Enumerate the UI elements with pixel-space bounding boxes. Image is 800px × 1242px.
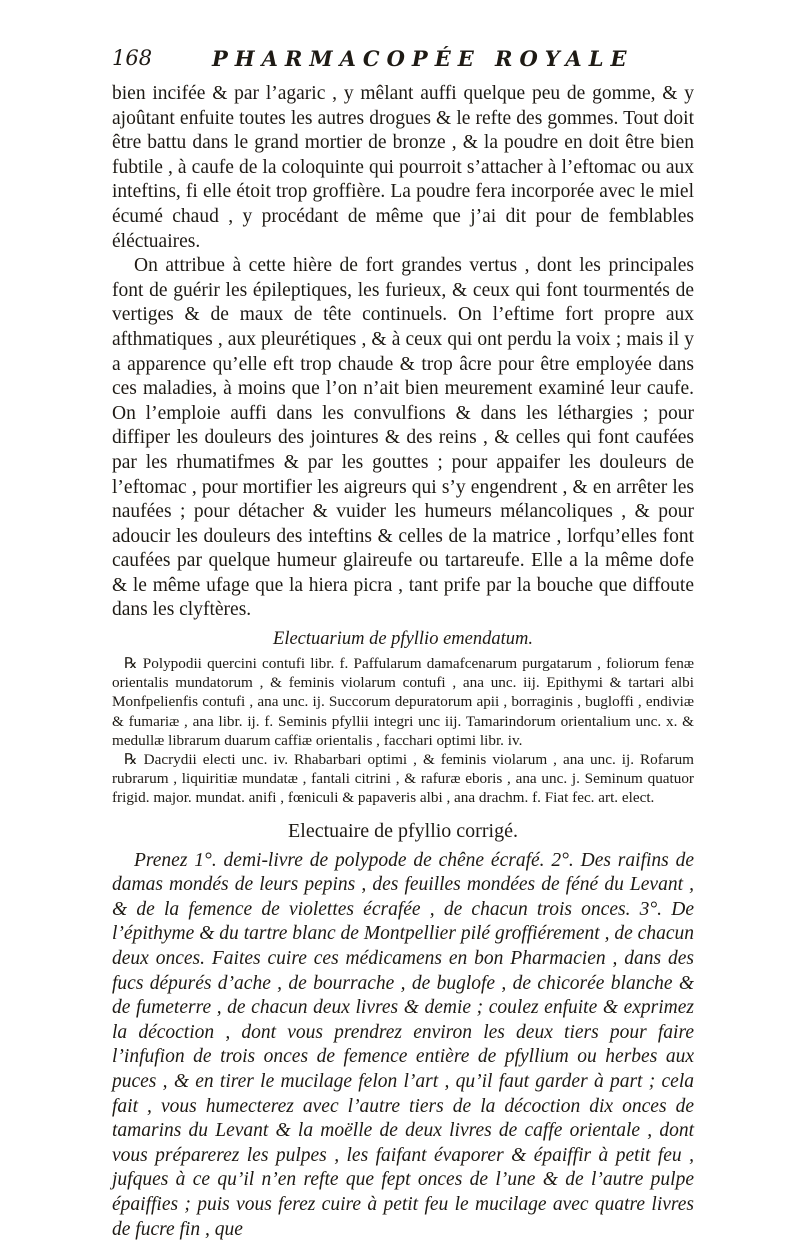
running-head: PHARMACOPÉE ROYALE — [212, 46, 634, 71]
latin-recipe-2: ℞ Dacrydii electi unc. iv. Rhabarbari optimi , & feminis violarum , ana unc. ij. Rofarum rubrarum , liquiritiæ mundatæ , fantali citrini , & rafuræ eboris , ana unc. j. Seminum quatuor frigid. major. mundat. anifi , fœniculi & papaveris albi , ana drachm. f. Fiat fec. art. elect. — [112, 751, 694, 807]
french-recipe-title: Electuaire de pfyllio corrigé. — [288, 819, 518, 842]
french-recipe: Prenez 1°. demi-livre de polypode de chêne écrafé. 2°. Des raifins de damas mondés de leurs pepins , des feuilles mondées de féné du Levant , & de la femence de violettes écrafée , de chacun trois onces. 3°. De l’épithyme & du tartre blanc de Montpellier pilé groffiérement , de chacun deux onces. Faites cuire ces médicamens en bon Pharmacien , dans des fucs dépurés d’ache , de bourrache , de buglofe , de chicorée blanche & de fumeterre , de chacun deux livres & demie ; coulez enfuite & exprimez la décoction , dont vous prendrez environ les deux tiers pour faire l’infufion de trois onces de femence entière de pfyllium ou herbes aux puces , & en tirer le mucilage felon l’art , qu’il faut garder à part ; cela fait , vous humecterez avec l’autre tiers de la décoction dix onces de tamarins du Levant & la moëlle de deux livres de caffe orientale , dont vous préparerez les pulpes , les faifant évaporer & épaiffir à petit feu , jufques à ce qu’il n’en refte que fept onces de l’une & de l’autre pulpe épaiffies ; puis vous ferez cuire à petit feu le mucilage avec quatre livres de fucre fin , que — [112, 849, 694, 1240]
latin-recipe-1: ℞ Polypodii quercini contufi libr. f. Paffularum damafcenarum purgatarum , foliorum fenæ orientalis mundatorum , & feminis violarum contufi , ana unc. iij. Epithymi & tartari albi Monfpelienfis contufi , ana unc. ij. Succorum depuratorum apii , borraginis , bugloffi , endiviæ & fumariæ , ana libr. ij. f. Seminis pfyllii integri unc iij. Tamarindorum orientalium unc. x. & medullæ librarum duarum caffiæ orientalis , facchari optimi libr. iv. — [112, 655, 694, 749]
paragraph-1: bien incifée & par l’agaric , y mêlant auffi quelque peu de gomme, & y ajoûtant enfuite toutes les autres drogues & le refte des gommes. Tout doit être battu dans le grand mortier de bronze , & la poudre en doit être bien fubtile , à caufe de la coloquinte qui pourroit s’attacher à l’eftomac ou aux inteftins, fi elle étoit trop groffière. La poudre fera incorporée avec le miel écumé chaud , y procédant de même que j’ai dit pour de femblables éléctuaires. — [112, 83, 694, 252]
page-number: 168 — [112, 46, 153, 70]
page-header — [112, 46, 692, 74]
paragraph-2: On attribue à cette hière de fort grandes vertus , dont les principales font de guérir les épileptiques, les furieux, & ceux qui font tourmentés de vertiges & de maux de tête continuels. On l’eftime fort propre aux afthmatiques , aux pleurétiques , & à ceux qui ont perdu la voix ; mais il y a apparence qu’elle eft trop chaude & trop âcre pour être employée dans ces maladies, à moins que l’on n’ait bien meurement examiné leur caufe. On l’emploie auffi dans les convulfions & dans les léthargies ; pour diffiper les douleurs des jointures & des reins , & celles qui font caufées par les rhumatifmes & par les gouttes ; pour appaifer les douleurs de l’eftomac , pour mortifier les aigreurs qui s’y engendrent , & en arrêter les naufées ; pour détacher & vuider les humeurs mélancoliques , & pour adoucir les douleurs des inteftins & celles de la matrice , lorfqu’elles font caufées par quelque humeur glaireufe ou tartareufe. Elle a la même dofe & le même ufage que la hiera picra , tant prife par la bouche que diffoute dans les clyftères. — [112, 255, 694, 621]
text-block — [112, 82, 694, 1242]
latin-recipe-title: Electuarium de pfyllio emendatum. — [273, 629, 533, 650]
